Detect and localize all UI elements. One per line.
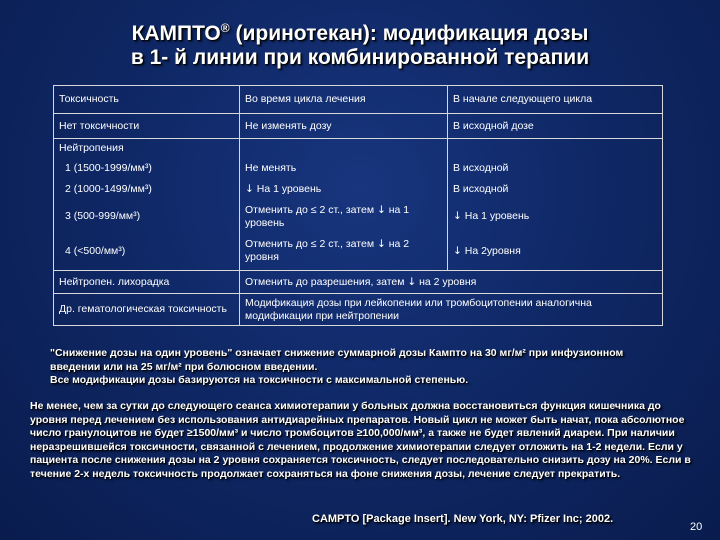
cell-during xyxy=(240,201,448,233)
down-arrow-icon: ↓ xyxy=(245,183,254,195)
cell-empty xyxy=(240,139,448,159)
cell-hematologic-action: Модификация дозы при лейкопении или тромбоцитопении аналогична модификации при нейтропении xyxy=(240,294,663,326)
cell-grade: 4 (<500/мм³) xyxy=(54,233,240,271)
header-next-cycle: В начале следующего цикла xyxy=(448,86,663,114)
table-row xyxy=(54,271,663,294)
cell-text: На 1 уровень xyxy=(464,210,530,222)
cell-empty xyxy=(448,139,663,159)
cell-hematologic: Др. гематологическая токсичность xyxy=(54,294,240,326)
cell-next: В исходной xyxy=(448,159,663,179)
source-citation: CAMPTO [Package Insert]. New York, NY: Pfizer Inc; 2002. xyxy=(312,513,614,525)
table-row xyxy=(54,201,663,233)
down-arrow-icon: ↓ xyxy=(407,275,417,288)
cell-grade: 1 (1500-1999/мм³) xyxy=(54,159,240,179)
table-row xyxy=(54,233,663,271)
table-row xyxy=(54,179,663,201)
cell-next xyxy=(448,201,663,233)
table-row xyxy=(54,294,663,326)
title-line-1 xyxy=(0,16,720,46)
cell-no-toxicity: Нет токсичности xyxy=(54,114,240,139)
cell-next: В исходной xyxy=(448,179,663,201)
cell-text: Отменить до разрешения, затем xyxy=(245,275,405,288)
table-row xyxy=(54,114,663,139)
down-arrow-icon: ↓ xyxy=(376,203,386,216)
cell-during: Не менять xyxy=(240,159,448,179)
cell-febrile: Нейтропен. лихорадка xyxy=(54,271,240,294)
cell-during xyxy=(240,179,448,201)
cell-text: Отменить до ≤ 2 ст., затем xyxy=(245,238,375,251)
cell-grade: 2 (1000-1499/мм³) xyxy=(54,179,240,201)
cell-text: на 2 уровня xyxy=(419,275,477,288)
down-arrow-icon: ↓ xyxy=(453,210,462,222)
cell-no-toxicity-during: Не изменять дозу xyxy=(240,114,448,139)
cell-text: на 2 уровня xyxy=(245,238,410,264)
down-arrow-icon: ↓ xyxy=(376,238,386,251)
registered-mark: ® xyxy=(220,21,230,35)
cell-text: На 1 уровень xyxy=(256,183,322,195)
table-row-neutropenia-label xyxy=(54,139,663,159)
cell-text: на 1 уровень xyxy=(245,203,410,229)
dose-reduction-note xyxy=(50,347,670,388)
cell-febrile-action xyxy=(240,271,663,294)
note-line-2: Все модификации дозы базируются на токсичности с максимальной степенью. xyxy=(50,374,469,386)
cell-no-toxicity-next: В исходной дозе xyxy=(448,114,663,139)
down-arrow-icon: ↓ xyxy=(453,244,462,257)
cell-text: Отменить до ≤ 2 ст., затем xyxy=(245,203,375,216)
slide-title xyxy=(0,16,720,70)
title-line-2: в 1- й линии при комбинированной терапии xyxy=(130,46,590,69)
cell-during xyxy=(240,233,448,271)
note-line-1: "Снижение дозы на один уровень" означает снижение суммарной дозы Кампто на 30 мг/м² при инфузионном введении или на 25 мг/м² при болюсном введении. xyxy=(50,347,624,373)
table-header-row xyxy=(54,86,663,114)
table-row xyxy=(54,159,663,179)
title-line-1-rest: (иринотекан): модификация дозы xyxy=(229,22,589,45)
cell-grade: 3 (500-999/мм³) xyxy=(54,201,240,233)
cell-text: На 2уровня xyxy=(464,244,521,257)
page-number: 20 xyxy=(690,521,703,533)
title-drug-name: КАМПТО xyxy=(131,22,221,45)
cell-neutropenia-label: Нейтропения xyxy=(54,139,240,159)
header-during-cycle: Во время цикла лечения xyxy=(240,86,448,114)
dose-modification-table xyxy=(53,85,663,326)
header-toxicity: Токсичность xyxy=(54,86,240,114)
treatment-warning: Не менее, чем за сутки до следующего сеанса химиотерапии у больных должна восстановиться функция кишечника до уровня перед лечением без использования антидиарейных препаратов. Новый цикл не может быть начат, пока абсолютное число гранулоцитов не будет ≥1500/мм³ и число тромбоцитов ≥100,000/мм³, а также не будет явлений диареи. При наличии неразрешившейся токсичности, связанной с лечением, продолжение химиотерапии следует отложить на 1-2 недели. Если у пациента после снижения дозы на 2 уровня сохраняется токсичность, следует последовательно снизить дозу на 20%. Если в течение 2-х недель токсичность продолжает сохраняться на фоне снижения дозы, лечение следует прекратить. xyxy=(30,400,691,480)
cell-next xyxy=(448,233,663,271)
